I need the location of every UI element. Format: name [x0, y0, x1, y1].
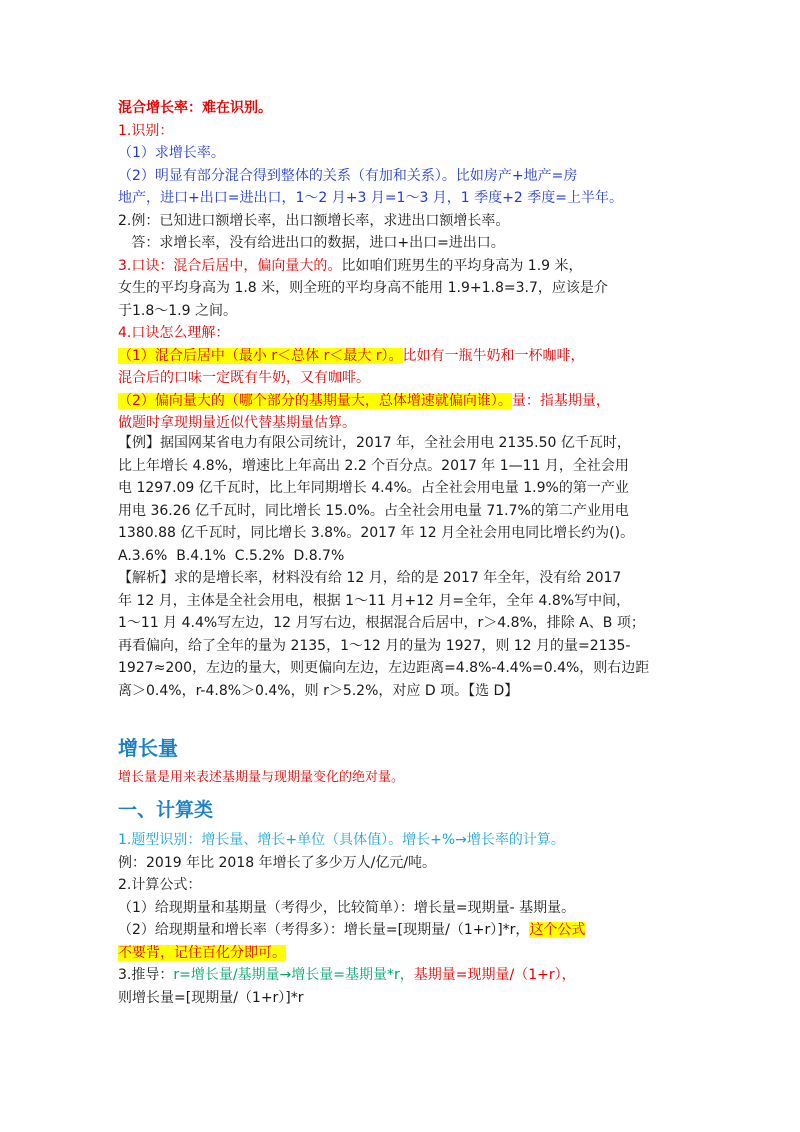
understanding-item-1-rest: 比如有一瓶牛奶和一杯咖啡，: [402, 347, 585, 364]
rhyme-label: 3.口诀：混合后居中，偏向量大的。: [118, 257, 342, 274]
formula-title: 2.计算公式：: [118, 877, 202, 893]
derivation-green: r=增长量/基期量→增长量=基期量*r，: [173, 967, 414, 983]
understanding-item-2-line-2: 做题时拿现期量近似代替基期量估算。: [118, 415, 356, 431]
example-problem-line: 电 1297.09 亿千瓦时，比上年同期增长 4.4%。占全社会用电量 1.9%的第一产业: [118, 480, 629, 496]
identify-item-2-line-1: （2）明显有部分混合得到整体的关系（有加和关系）。比如房产+地产=房: [118, 167, 578, 184]
growth-amount-definition: 增长量是用来表述基期量与现期量变化的绝对量。: [118, 770, 405, 785]
example-problem-line: 用电 36.26 亿千瓦时，同比增长 15.0%。占全社会用电量 71.7%的第二产业用电: [118, 502, 629, 519]
understanding-item-2: [118, 390, 678, 413]
calc-type-section: [118, 829, 678, 1009]
identify-item-2-line-2: 地产，进口+出口=进出口，1〜2 月+3 月=1〜3 月，1 季度+2 季度=上半年。: [118, 190, 623, 206]
rhyme-line-2: 女生的平均身高为 1.8 米，则全班的平均身高不能用 1.9+1.8=3.7，应该是介: [118, 280, 608, 296]
mixed-growth-section: [118, 97, 678, 435]
analysis-line: 再看偏向，给了全年的量为 2135，1〜12 月的量为 1927，则 12 月的量=2135-: [118, 637, 631, 654]
identify-title: 1.识别：: [118, 122, 174, 139]
example-problem-line: 比上年增长 4.8%，增速比上年高出 2.2 个百分点。2017 年 1—11 月，全社会用: [118, 457, 629, 474]
rhyme-line-3: 于1.8〜1.9 之间。: [118, 302, 237, 319]
calc-example: 例：2019 年比 2018 年增长了多少万人/亿元/吨。: [118, 854, 437, 871]
derivation-red: 基期量=现期量/（1+r），: [413, 967, 576, 983]
identify-item-1: （1）求增长率。: [118, 145, 225, 161]
example-problem-line: 【例】据国网某省电力有限公司统计，2017 年，全社会用电 2135.50 亿千瓦时，: [118, 435, 631, 451]
derivation-line: [118, 964, 678, 987]
example-problem-line: 1380.88 亿千瓦时，同比增长 3.8%。2017 年 12 月全社会用电同比增长约为()。: [118, 525, 635, 541]
analysis-line: 离＞0.4%，r-4.8%＞0.4%，则 r＞5.2%，对应 D 项。【选 D】: [118, 682, 519, 699]
rhyme-text: 比如咱们班男生的平均身高为 1.9 米，: [341, 257, 583, 274]
example-options: A.3.6% B.4.1% C.5.2% D.8.7%: [118, 547, 345, 564]
question-type-identify: 1.题型识别：增长量、增长+单位（具体值）。增长+%→增长率的计算。: [118, 832, 565, 848]
example-problem: [118, 432, 678, 567]
analysis-line: 1〜11 月 4.4%写左边，12 月写右边，根据混合后居中，r＞4.8%，排除 A、B 项；: [118, 615, 645, 631]
understanding-title: 4.口诀怎么理解：: [118, 325, 230, 341]
example-answer: 答：求增长率，没有给进出口的数据，进口+出口=进出口。: [118, 235, 505, 251]
formula-tip-line-2: [118, 942, 678, 965]
analysis-section: [118, 567, 678, 702]
formula-item-2-text: （2）给现期量和增长率（考得多）：增长量=[现期量/（1+r）]*r，: [118, 922, 530, 938]
understanding-item-1-line-2: 混合后的口味一定既有牛奶，又有咖啡。: [118, 370, 370, 386]
formula-tip-highlight: 这个公式: [529, 922, 586, 938]
calc-type-subtitle: 一、计算类: [118, 799, 214, 821]
understanding-item-1: [118, 345, 678, 368]
analysis-line: 【解析】求的是增长率，材料没有给 12 月，给的是 2017 年全年，没有给 2017: [118, 570, 622, 586]
derivation-label: 3.推导：: [118, 967, 174, 983]
mixed-growth-heading: 混合增长率：难在识别。: [118, 100, 272, 116]
rhyme-line-1: [118, 255, 678, 278]
formula-item-2: [118, 919, 678, 942]
analysis-line: 1927≈200，左边的量大，则更偏向左边，左边距离=4.8%-4.4%=0.4%，则右边距: [118, 660, 650, 676]
analysis-line: 年 12 月，主体是全社会用电，根据 1〜11 月+12 月=全年，全年 4.8%写中间，: [118, 592, 631, 609]
formula-item-1: （1）给现期量和基期量（考得少，比较简单）：增长量=现期量- 基期量。: [118, 899, 576, 916]
understanding-item-2-rest: 量：指基期量，: [511, 392, 610, 409]
highlight-bias: （2）偏向量大的（哪个部分的基期量大，总体增速就偏向谁）。: [118, 392, 512, 409]
growth-amount-title: 增长量: [118, 736, 178, 760]
derivation-result: 则增长量=[现期量/（1+r）]*r: [118, 989, 304, 1006]
formula-tip-highlight-2: 不要背，记住百化分即可。: [118, 944, 286, 961]
highlight-center: （1）混合后居中（最小 r＜总体 r＜最大 r）。: [118, 347, 403, 364]
example-line-1: 2.例：已知进口额增长率，出口额增长率，求进出口额增长率。: [118, 212, 510, 229]
